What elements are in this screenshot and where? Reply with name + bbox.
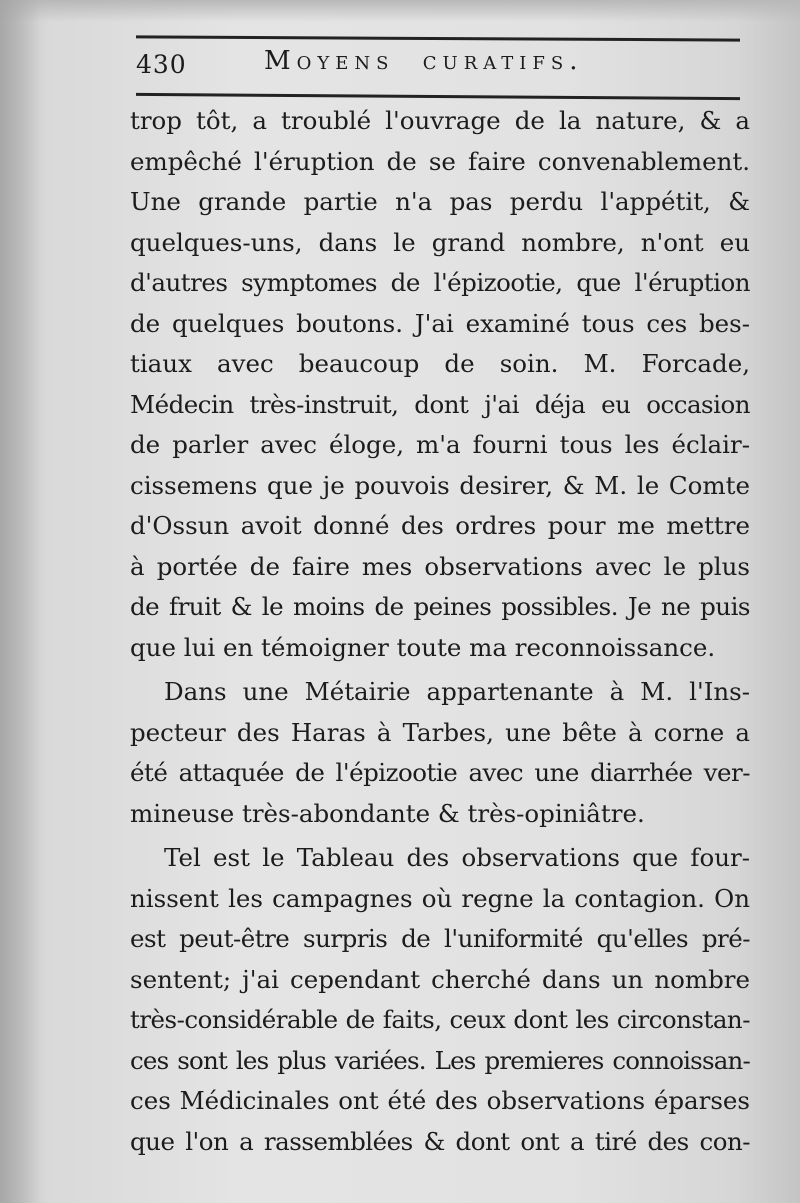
text-line: à portée de faire mes observations avec le plus <box>130 551 750 581</box>
text-line: été attaquée de l'épizootie avec une diarrhée ver- <box>130 758 750 787</box>
text-line: quelques-uns, dans le grand nombre, n'ont eu <box>130 227 750 257</box>
text-line: de quelques boutons. J'ai examiné tous ces bes- <box>130 308 750 338</box>
text-line: empêché l'éruption de se faire convenablement. <box>130 146 750 176</box>
text-line: Tel est le Tableau des observations que four- <box>164 843 750 872</box>
text-line: mineuse très-abondante & très-opiniâtre. <box>130 798 645 828</box>
text-line: tiaux avec beaucoup de soin. M. Forcade, <box>130 349 750 378</box>
page-gutter-shadow <box>0 0 40 1203</box>
page-top-shadow <box>0 0 800 22</box>
text-line: ces sont les plus variées. Les premieres connoissan- <box>130 1045 750 1075</box>
text-line: Une grande partie n'a pas perdu l'appétit, & <box>130 187 750 216</box>
text-line: Médecin très-instruit, dont j'ai déja eu occasion <box>130 389 750 419</box>
text-line: nissent les campagnes où regne la contagion. On <box>130 883 750 913</box>
text-line: d'Ossun avoit donné des ordres pour me mettre <box>130 511 750 540</box>
text-line: ces Médicinales ont été des observations éparses <box>130 1086 750 1115</box>
text-line: de parler avec éloge, m'a fourni tous les éclair- <box>130 430 750 459</box>
text-line: d'autres symptomes de l'épizootie, que l'éruption <box>130 268 750 297</box>
text-line: de fruit & le moins de peines possibles. Je ne puis <box>130 592 750 621</box>
paragraph <box>130 672 750 834</box>
text-line: Dans une Métairie appartenante à M. l'Ins- <box>164 677 750 706</box>
text-line: cissemens que je pouvois desirer, & M. le Comte <box>130 470 750 500</box>
running-head: Moyens curatifs. <box>264 46 584 76</box>
body-text <box>130 101 750 1162</box>
paragraph <box>130 101 750 668</box>
page-header <box>136 44 740 84</box>
text-line: pecteur des Haras à Tarbes, une bête à corne a <box>130 717 750 747</box>
text-line: que lui en témoigner toute ma reconnoissance. <box>130 632 716 662</box>
header-rule-top <box>136 35 740 41</box>
header-rule-bottom <box>136 93 740 100</box>
text-line: trop tôt, a troublé l'ouvrage de la nature, & a <box>130 106 750 135</box>
paragraph <box>130 838 750 1162</box>
text-line: que l'on a rassemblées & dont ont a tiré des con- <box>130 1126 750 1156</box>
text-line: est peut-être surpris de l'uniformité qu'elles pré- <box>130 924 750 953</box>
page-number: 430 <box>136 50 187 79</box>
text-line: sentent; j'ai cependant cherché dans un nombre <box>130 964 750 994</box>
text-line: très-considérable de faits, ceux dont les circonstan- <box>130 1005 750 1034</box>
